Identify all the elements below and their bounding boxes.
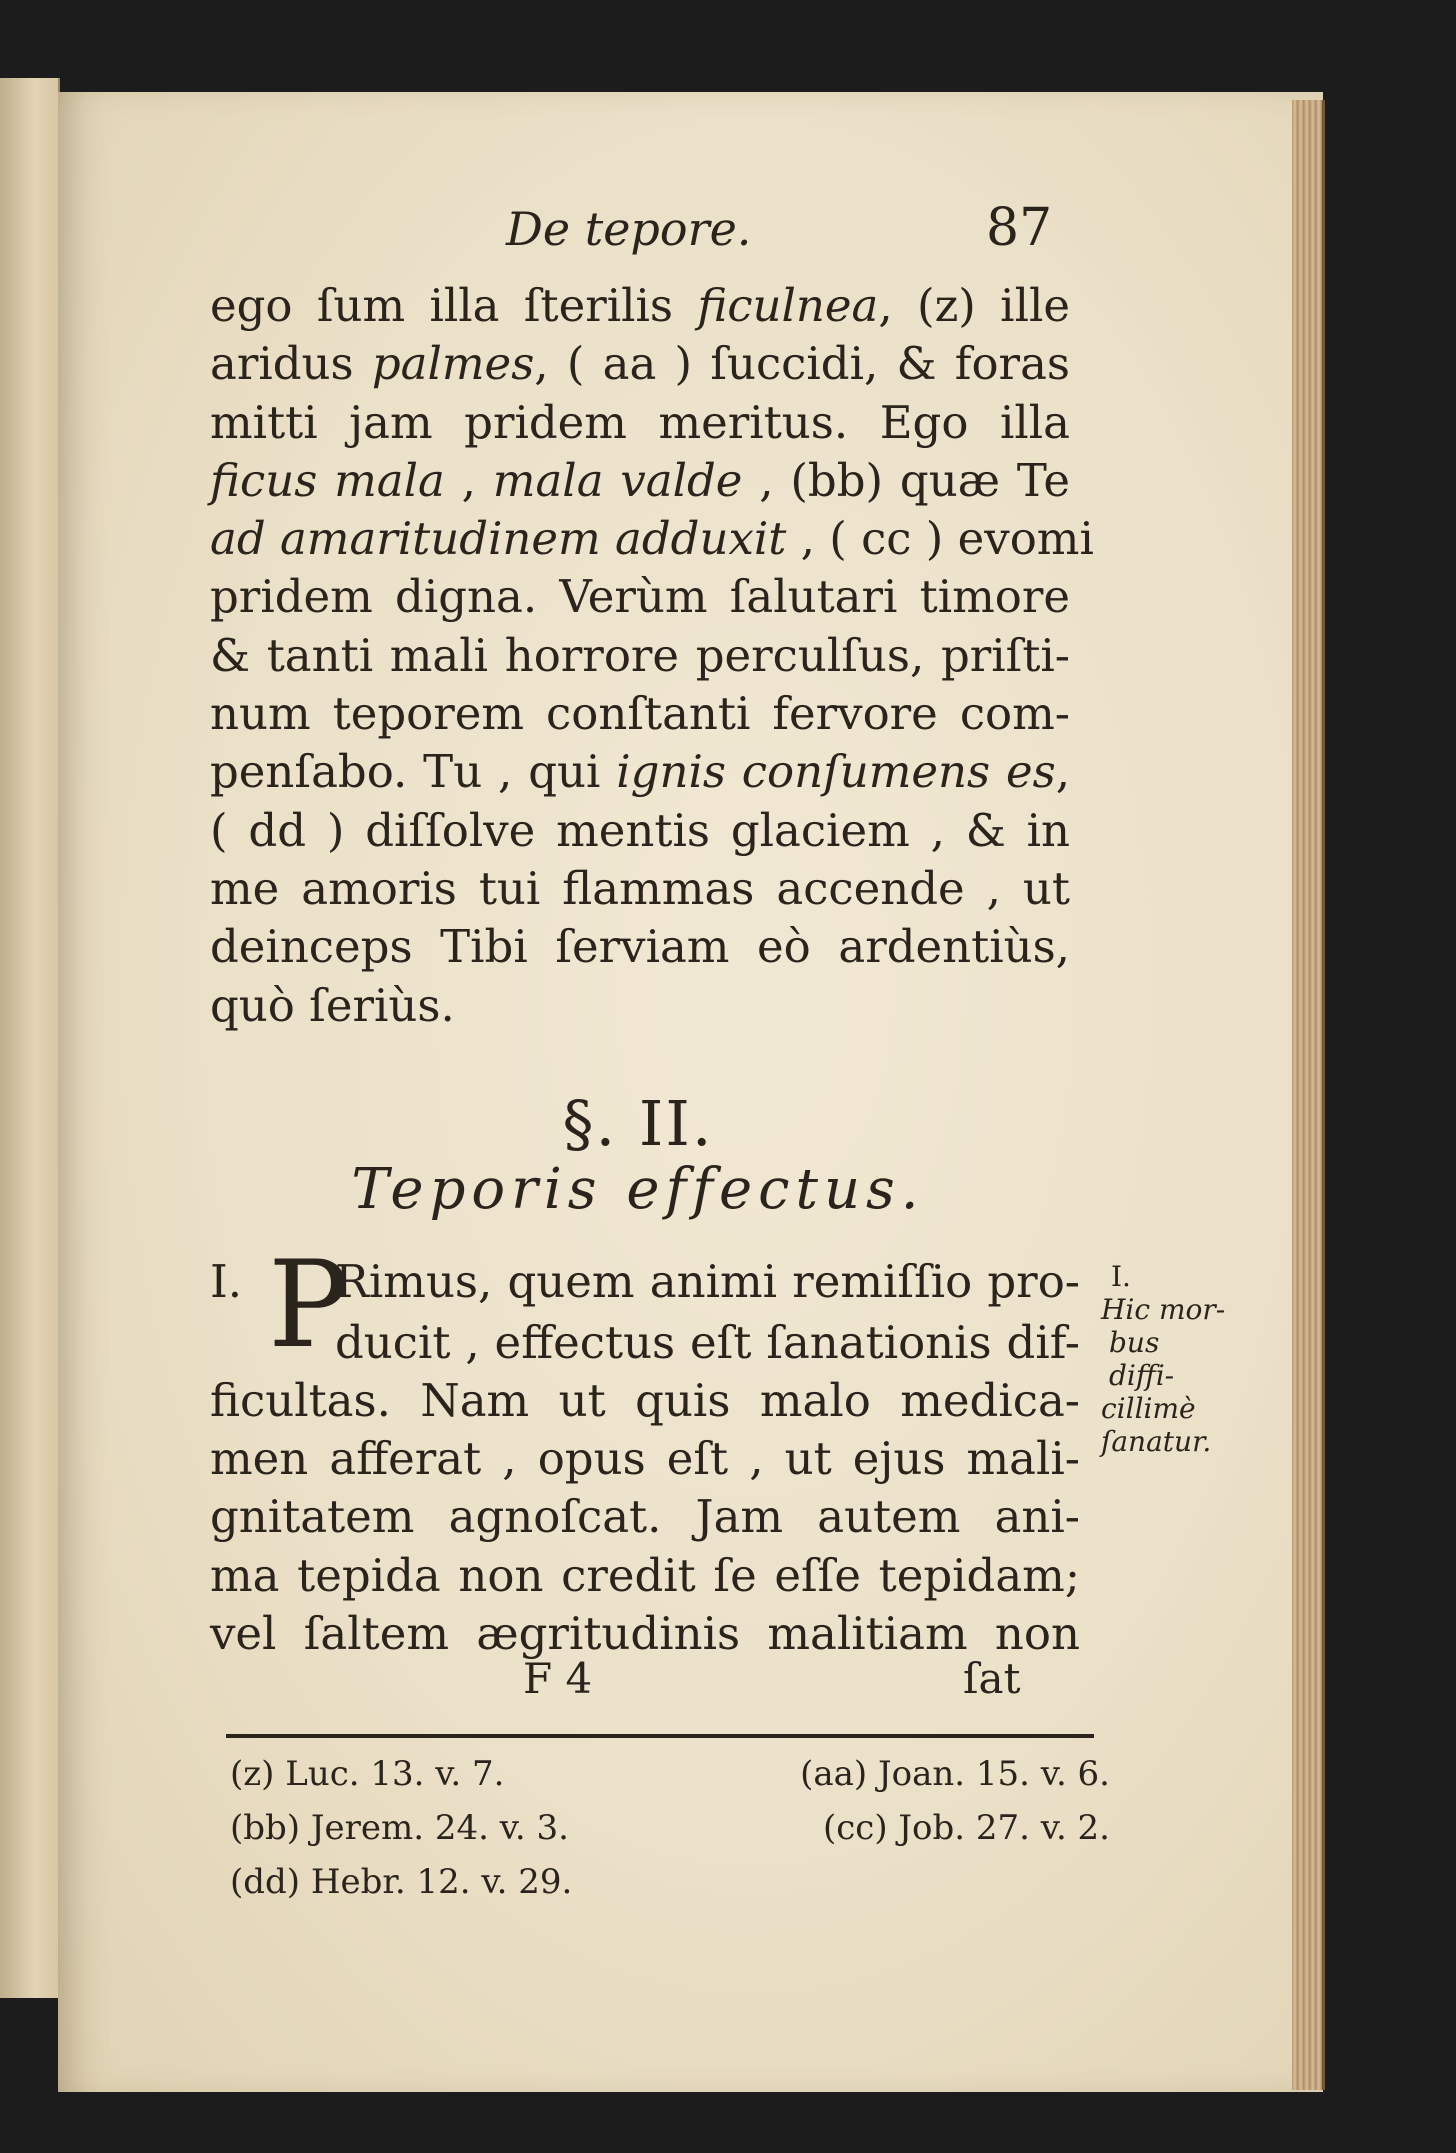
text-run: & tanti mali horrore perculſus, priſti-	[210, 628, 1070, 682]
text-line	[210, 510, 1094, 568]
italic-run: palmes	[371, 337, 535, 391]
margin-note-line: bus diffi-	[1109, 1326, 1175, 1392]
text-line: men afferat , opus eſt , ut ejus mali-	[210, 1432, 1080, 1486]
paragraph-2	[210, 1236, 1080, 1662]
text-run: ( dd ) diſſolve mentis glaciem , & in	[210, 803, 1070, 857]
italic-run: ignis conſumens es	[616, 745, 1056, 799]
text-run: quò ſeriùs.	[210, 978, 455, 1032]
catchword: ſat	[963, 1654, 1021, 1703]
drop-cap: P	[268, 1236, 349, 1375]
running-head	[58, 198, 1323, 272]
text-line: gnitatem agnoſcat. Jam autem ani-	[210, 1490, 1080, 1544]
signature-mark: F 4	[523, 1654, 593, 1703]
text-line	[210, 743, 1070, 801]
text-run: me amoris tui flammas accende , ut	[210, 861, 1070, 915]
text-line	[210, 277, 1070, 335]
text-run: deinceps Tibi ſerviam eò ardentiùs,	[210, 920, 1070, 974]
text-run: penſabo. Tu , qui	[210, 745, 617, 799]
paragraph-1	[210, 277, 1094, 1035]
margin-note	[1101, 1260, 1231, 1458]
footnote: (dd) Hebr. 12. v. 29.	[230, 1862, 573, 1902]
text-line: Rimus, quem animi remiſſio pro-	[335, 1255, 1080, 1308]
text-run: , (z) ille	[878, 279, 1070, 332]
text-run: , ( cc ) evomi	[786, 512, 1094, 566]
section-number: §. II.	[562, 1087, 714, 1160]
page-fore-edge	[1292, 100, 1325, 2090]
margin-note-line: Hic mor-	[1101, 1293, 1226, 1326]
italic-run: ad amaritudinem adduxit	[210, 512, 787, 566]
italic-run: ficus mala	[210, 453, 445, 507]
footnote: (cc) Job. 27. v. 2.	[822, 1808, 1110, 1848]
margin-note-line: ſanatur.	[1101, 1425, 1212, 1458]
footnote: (bb) Jerem. 24. v. 3.	[230, 1808, 569, 1848]
text-run: aridus	[210, 337, 372, 391]
section-title: Teporis effectus.	[351, 1157, 925, 1222]
text-run: mitti jam pridem meritus. Ego illa	[210, 395, 1070, 449]
text-run: ,	[1055, 745, 1070, 799]
text-line	[210, 918, 1070, 976]
text-line	[210, 802, 1070, 860]
text-run: , ( aa ) ſuccidi, & foras	[534, 337, 1070, 391]
text-line: ma tepida non credit ſe eſſe tepidam;	[210, 1548, 1080, 1602]
book-page	[58, 92, 1323, 2092]
margin-note-line: cillimè	[1101, 1392, 1196, 1425]
text-line	[210, 627, 1070, 685]
paragraph-number: I.	[210, 1255, 243, 1308]
running-head-title: De tepore.	[506, 202, 752, 256]
text-run: ,	[444, 453, 493, 507]
text-run: , (bb) quæ Te	[742, 453, 1070, 507]
text-line	[210, 568, 1070, 626]
text-line: ficultas. Nam ut quis malo medica-	[210, 1373, 1080, 1427]
footnotes	[230, 1747, 1110, 1909]
footnote: (z) Luc. 13. v. 7.	[230, 1754, 505, 1794]
text-line	[210, 860, 1070, 918]
margin-note-number: I.	[1111, 1260, 1131, 1293]
text-line: ducit , effectus eſt ſanationis dif-	[335, 1315, 1080, 1369]
text-line: vel ſaltem ægritudinis malitiam non	[210, 1606, 1080, 1660]
text-run: num teporem conſtanti fervore com-	[210, 687, 1070, 741]
italic-run: mala valde	[492, 453, 743, 507]
footnote: (aa) Joan. 15. v. 6.	[800, 1754, 1110, 1794]
italic-run: ficulnea	[697, 279, 879, 332]
text-line	[210, 685, 1070, 743]
text-line	[210, 394, 1070, 452]
text-run: ego ſum illa ſterilis	[210, 279, 698, 332]
text-line	[210, 335, 1070, 393]
page-number: 87	[986, 198, 1053, 258]
footnote-rule	[226, 1734, 1094, 1738]
left-page-edge	[0, 78, 60, 1998]
text-run: pridem digna. Verùm ſalutari timore	[210, 570, 1070, 624]
text-line	[210, 977, 1070, 1035]
text-line	[210, 452, 1070, 510]
